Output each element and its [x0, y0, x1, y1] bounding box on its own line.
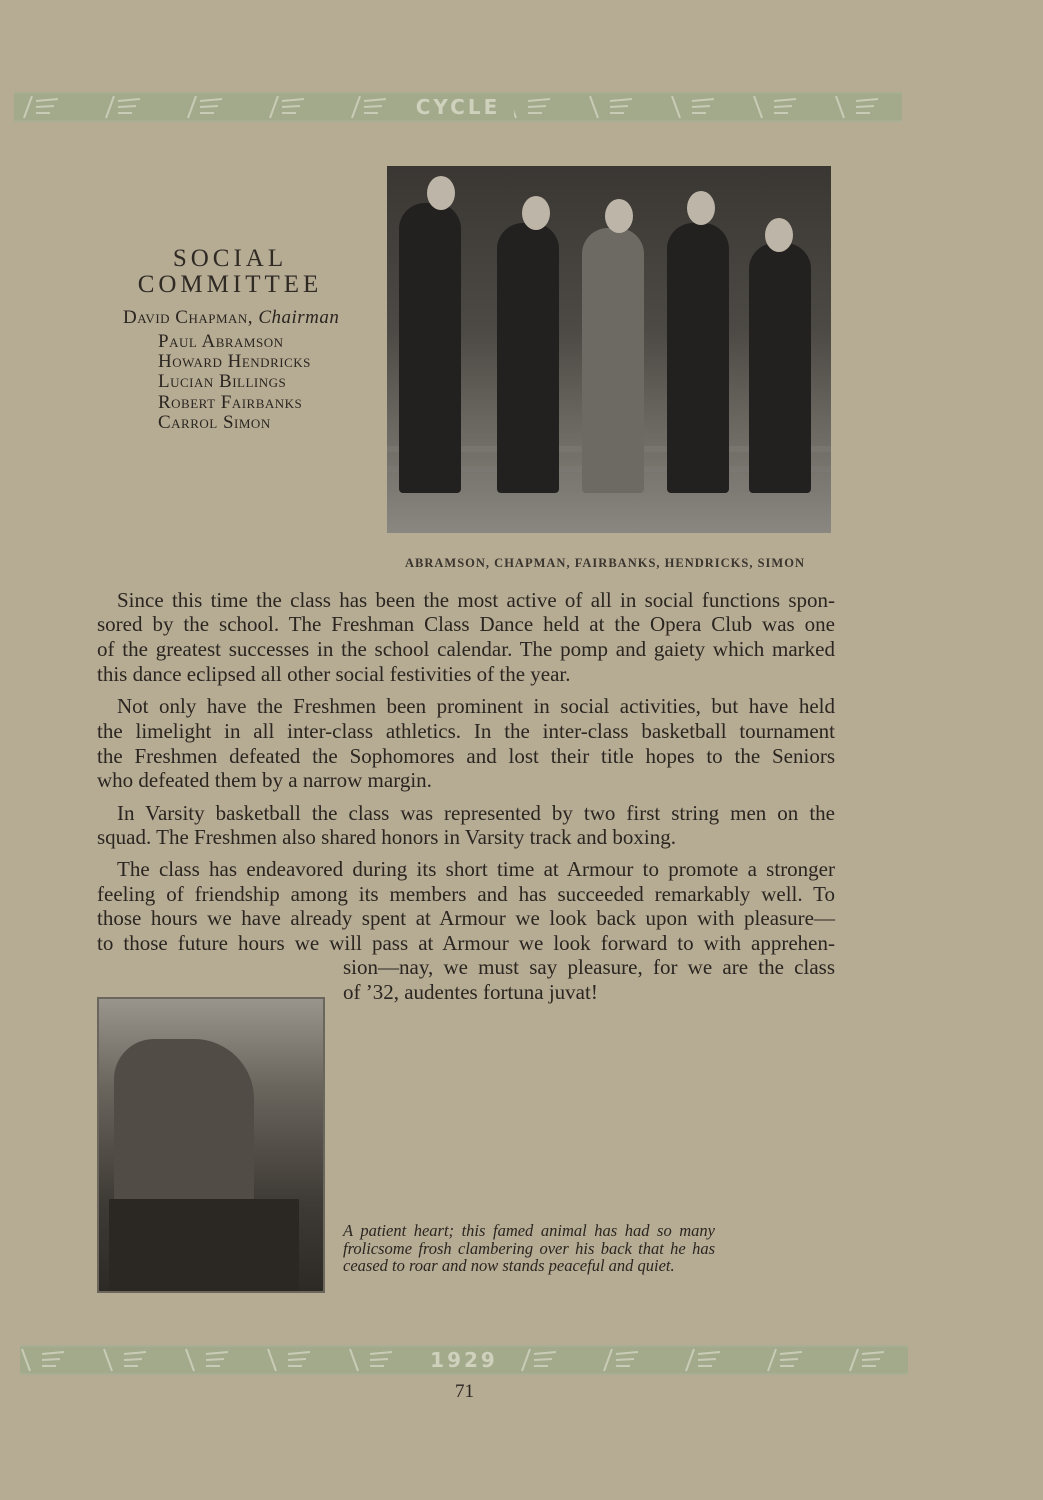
committee-member: Paul Abramson	[158, 331, 284, 352]
banner-year: 1929	[416, 1348, 512, 1372]
committee-group-photo	[387, 166, 831, 533]
paragraph-line: In Varsity basketball the class was represented by two first string men on the	[117, 801, 835, 825]
paragraph-line: squad. The Freshmen also shared honors in Varsity track and boxing.	[97, 825, 676, 849]
group-photo-caption: ABRAMSON, CHAPMAN, FAIRBANKS, HENDRICKS, SIMON	[405, 556, 805, 570]
chairman-role: Chairman	[258, 307, 340, 328]
paragraph-line: the Freshmen defeated the Sophomores and lost their title hopes to the Seniors	[97, 744, 835, 768]
paragraph-line: sored by the school. The Freshman Class Dance held at the Opera Club was one	[97, 612, 835, 636]
heading-line-2: COMMITTEE	[137, 271, 323, 298]
paragraph-line: sion—nay, we must say pleasure, for we are the class	[343, 955, 835, 979]
committee-heading	[100, 246, 360, 298]
paragraph-line: Not only have the Freshmen been prominent in social activities, but have held	[117, 694, 835, 718]
paragraph-line: The class has endeavored during its short time at Armour to promote a stronger	[117, 857, 835, 881]
paragraph-line: the limelight in all inter-class athletics. In the inter-class basketball tournament	[97, 719, 835, 743]
committee-member: Carrol Simon	[158, 412, 271, 433]
paragraph-line: this dance eclipsed all other social festivities of the year.	[97, 662, 571, 686]
pedestal-shape	[109, 1199, 299, 1291]
paragraph-line: who defeated them by a narrow margin.	[97, 768, 432, 792]
footer-banner	[20, 1345, 908, 1375]
lion-photo-caption: A patient heart; this famed animal has had so many frolicsome frosh clambering over his back that he has ceased to roar and now stands peaceful and quiet.	[343, 1221, 715, 1275]
header-banner	[14, 92, 902, 122]
chairman	[123, 307, 339, 329]
paragraph-line: to those future hours we will pass at Armour we look forward to with apprehen-	[97, 931, 835, 955]
chairman-name: David Chapman,	[123, 307, 254, 328]
committee-member: Lucian Billings	[158, 371, 287, 392]
banner-title: CYCLE	[402, 95, 515, 119]
paragraph-line: feeling of friendship among its members and has succeeded remarkably well. To	[97, 882, 835, 906]
committee-member: Howard Hendricks	[158, 351, 311, 372]
lion-statue-photo	[97, 997, 325, 1293]
paragraph-line: of the greatest successes in the school calendar. The pomp and gaiety which marked	[97, 637, 835, 661]
page-number: 71	[455, 1381, 474, 1402]
paragraph-line: of ’32, audentes fortuna juvat!	[343, 980, 598, 1004]
lion-statue-shape	[114, 1039, 254, 1209]
committee-member: Robert Fairbanks	[158, 392, 303, 413]
paragraph-line: those hours we have already spent at Armour we look back upon with pleasure—	[97, 906, 835, 930]
heading-line-1: SOCIAL	[172, 245, 288, 272]
paragraph-line: Since this time the class has been the most active of all in social functions spon-	[117, 588, 835, 612]
